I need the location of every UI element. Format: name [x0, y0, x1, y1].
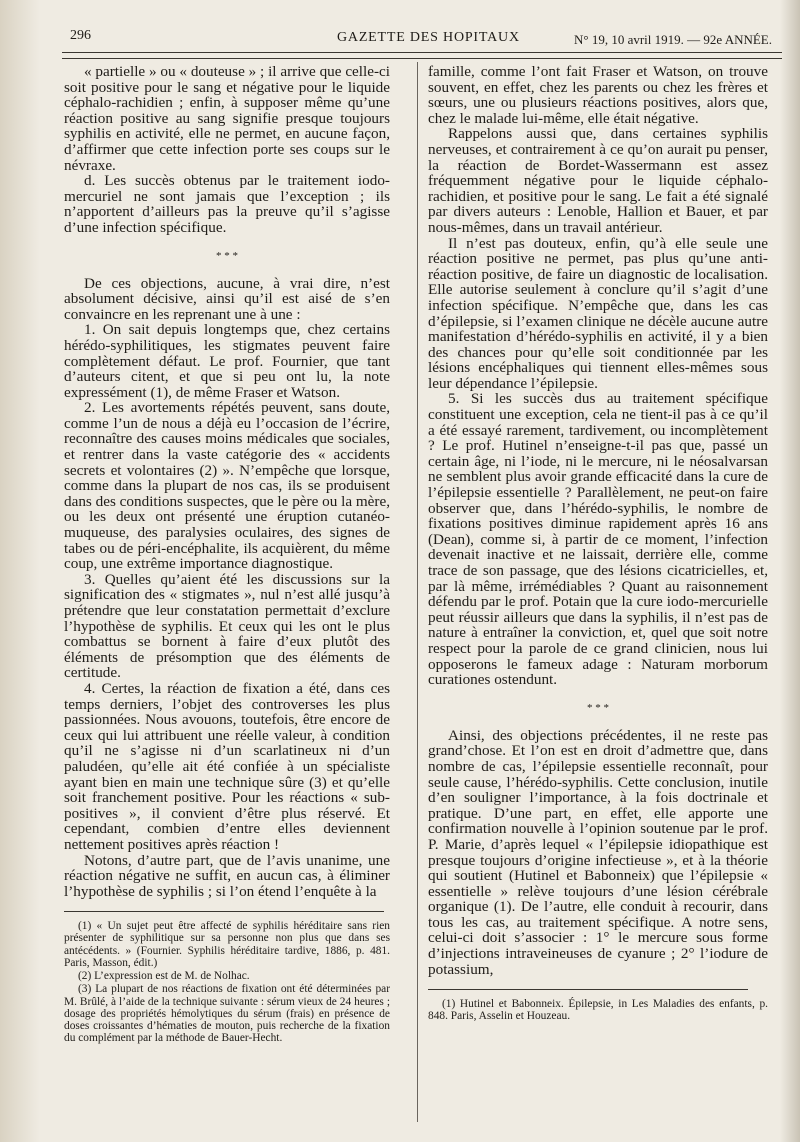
issue-info: N° 19, 10 avril 1919. — 92e ANNÉE. — [573, 32, 772, 47]
journal-title: GAZETTE DES HOPITAUX — [337, 30, 520, 45]
section-separator-stars: * * * — [587, 701, 609, 714]
section-separator-stars: * * * — [216, 249, 238, 262]
left-paragraph: 1. On sait depuis longtemps que, chez certains hérédo-syphilitiques, les stigmates peuvent faire complètement défaut. Le prof. Fournier, que tant d’auteurs citent, et que si peu ont lu, la note expressément (1), de même Fraser et Watson. — [64, 321, 390, 401]
page-edge-shadow-right — [780, 0, 800, 1142]
page-header — [62, 28, 780, 50]
right-column — [428, 64, 768, 1024]
page-number: 296 — [70, 28, 91, 43]
footnote: (1) « Un sujet peut être affecté de syphilis héréditaire sans rien présenter de syphilitique sur sa personne non plus que dans ses antécédents. » (Fournier. Syphilis héréditaire tardive, 1886, p. 481. Paris, Masson, édit.) — [64, 920, 390, 969]
left-paragraph: d. Les succès obtenus par le traitement iodo-mercuriel ne sont jamais que l’exception ; ils n’apportent d’ailleurs pas la preuve qu’il s’agisse d’une infection spécifique. — [64, 172, 390, 236]
left-paragraph: « partielle » ou « douteuse » ; il arrive que celle-ci soit positive pour le sang et négative pour le liquide céphalo-rachidien ; enfin, à supposer même qu’une réaction positive au sang signifie presque toujours syphilis en activité, elle ne permet, en aucune façon, d’affirmer que cette infection porte ses coups sur le névraxe. — [64, 63, 390, 174]
right-paragraph: Ainsi, des objections précédentes, il ne reste pas grand’chose. Et l’on est en droit d’admettre que, dans nombre de cas, l’épilepsie essentielle reconnaît, pour seule cause, l’hérédo-syphilis. Cette conclusion, inutile d’en souligner l’importance, à la fois doctrinale et pratique. D’une part, en effet, elle apporte une confirmation nouvelle à l’opinion soutenue par le prof. P. Marie, d’après lequel « l’épilepsie idiopathique est presque toujours d’origine infectieuse », et à la théorie qui soutient (Hutinel et Babonneix) que l’épilepsie « essentielle » relève toujours d’une lésion cérébrale organique (1). De l’autre, elle conduit à recourir, dans tous les cas, au traitement spécifique. A notre sens, celui-ci doit s’associer : 1° le mercure sous forme d’injections intraveineuses de cyanure ; 2° l’iodure de potassium, — [428, 726, 768, 978]
footnote: (3) La plupart de nos réactions de fixation ont été déterminées par M. Brûlé, à l’aide de la technique suivante : sérum vieux de 24 heures ; dosage des propriétés hémolytiques du sérum (frais) en présence de doses croissantes d’hématies de mouton, puis recherche de la fixation du complément par la méthode de Bauer-Hecht. — [64, 983, 390, 1045]
left-footnotes — [64, 920, 390, 1044]
footnote: (2) L’expression est de M. de Nolhac. — [78, 970, 250, 983]
right-footnotes — [428, 998, 768, 1022]
left-paragraph: Notons, d’autre part, que de l’avis unanime, une réaction négative ne suffit, en aucun cas, à éliminer l’hypothèse de syphilis ; si l’on étend l’enquête à la — [64, 851, 390, 900]
column-divider — [417, 62, 418, 1122]
left-paragraph: De ces objections, aucune, à vrai dire, n’est absolument décisive, ainsi qu’il est aisé de s’en convaincre en les reprenant une à une : — [64, 274, 390, 323]
right-paragraph: famille, comme l’ont fait Fraser et Watson, on trouve souvent, en effet, chez les parents ou chez les frères et sœurs, une ou plusieurs réactions positives, alors que, chez le malade lui-même, elle était négative. — [428, 63, 768, 127]
left-column — [64, 64, 390, 1045]
right-paragraph: Il n’est pas douteux, enfin, qu’à elle seule une réaction positive ne permet, pas plus qu’une anti-réaction positive, de faire un diagnostic de localisation. Elle autorise seulement à conclure qu’il s’agit d’une infection spécifique. N’empêche que, dans les cas d’épilepsie, si l’examen clinique ne décèle aucune autre manifestation d’hérédo-syphilis en activité, il y a bien des chances pour qu’elle soit conditionnée par les lésions encéphaliques qui tiennent elles-mêmes sous leur dépendance l’épilepsie. — [428, 234, 768, 392]
header-rule-top — [62, 52, 782, 53]
page-edge-shadow-left — [0, 0, 40, 1142]
footnote-rule — [64, 911, 384, 912]
header-rule-bottom — [62, 58, 782, 59]
left-paragraph: 3. Quelles qu’aient été les discussions sur la signification des « stigmates », nul n’est allé jusqu’à prétendre que leur constatation permettait d’exclure l’hypothèse de syphilis. Et ceux qui les ont le plus combattus se bornent à faire d’eux plutôt des éléments de présomption que des éléments de certitude. — [64, 570, 390, 682]
right-paragraph: Rappelons aussi que, dans certaines syphilis nerveuses, et contrairement à ce qu’on aurait pu penser, la réaction de Bordet-Wassermann est assez fréquemment négative pour le liquide céphalo-rachidien, et positive pour le sang. Le fait a été signalé par divers auteurs : Lenoble, Hallion et Bauer, et par nous-mêmes, dans un travail antérieur. — [428, 125, 768, 236]
left-paragraph: 4. Certes, la réaction de fixation a été, dans ces temps derniers, l’objet des controverses les plus passionnées. Nous avouons, toutefois, être encore de ceux qui lui attribuent une réelle valeur, à condition qu’il ne s’agisse ni d’un scarlatineux ni d’un paludéen, qu’elle ait été confiée à un spécialiste ayant bien en main une technique sûre (3) et qu’elle soit franchement positive. Pour les réactions « sub-positives », il convient d’être plus réservé. Et cependant, combien d’entre elles deviennent nettement positives après réaction ! — [64, 679, 390, 853]
right-paragraph: 5. Si les succès dus au traitement spécifique constituent une exception, cela ne tient-il pas à ce qu’il a été essayé rarement, tardivement, ou incomplètement ? Le prof. Hutinel n’enseigne-t-il pas que, passé un certain âge, ni l’iode, ni le mercure, ni le néosalvarsan ne semblent plus avoir grande efficacité dans la cure de l’épilepsie essentielle ? Parallèlement, ne peut-on faire observer que, dans l’hérédo-syphilis, le nombre de fixations positives diminue rapidement après 16 ans (Dean), comme si, à partir de ce moment, l’infection devenait inactive et ne laissait, derrière elle, comme trace de son passage, que des lésions cicatricielles, et, par là même, irrémédiables ? Quant au raisonnement défendu par le prof. Potain que la cure iodo-mercurielle peut réussir ailleurs que dans la syphilis, il n’est pas de nature à entraîner la conviction, et, quel que soit notre respect pour la parole de ce grand clinicien, nous lui opposerons le fameux adage : Naturam morborum curationes ostendunt. — [428, 390, 768, 689]
left-paragraph: 2. Les avortements répétés peuvent, sans doute, comme l’un de nous a déjà eu l’occasion de l’écrire, reconnaître des causes moins médicales que sociales, et rentrer dans la vaste catégorie des « accidents secrets et volontaires (2) ». N’empêche que lorsque, comme dans la plupart de nos cas, ils se produisent dans des conditions suspectes, que le père ou la mère, ou les deux ont présenté une éruption cutanéo-muqueuse, des paralysies oculaires, des signes de tabes ou de péri-encéphalite, ils acquièrent, du même coup, une extrême importance diagnostique. — [64, 399, 391, 573]
footnote-rule — [428, 989, 748, 990]
footnote: (1) Hutinel et Babonneix. Épilepsie, in Les Maladies des enfants, p. 848. Paris, Asselin et Houzeau. — [428, 998, 768, 1023]
